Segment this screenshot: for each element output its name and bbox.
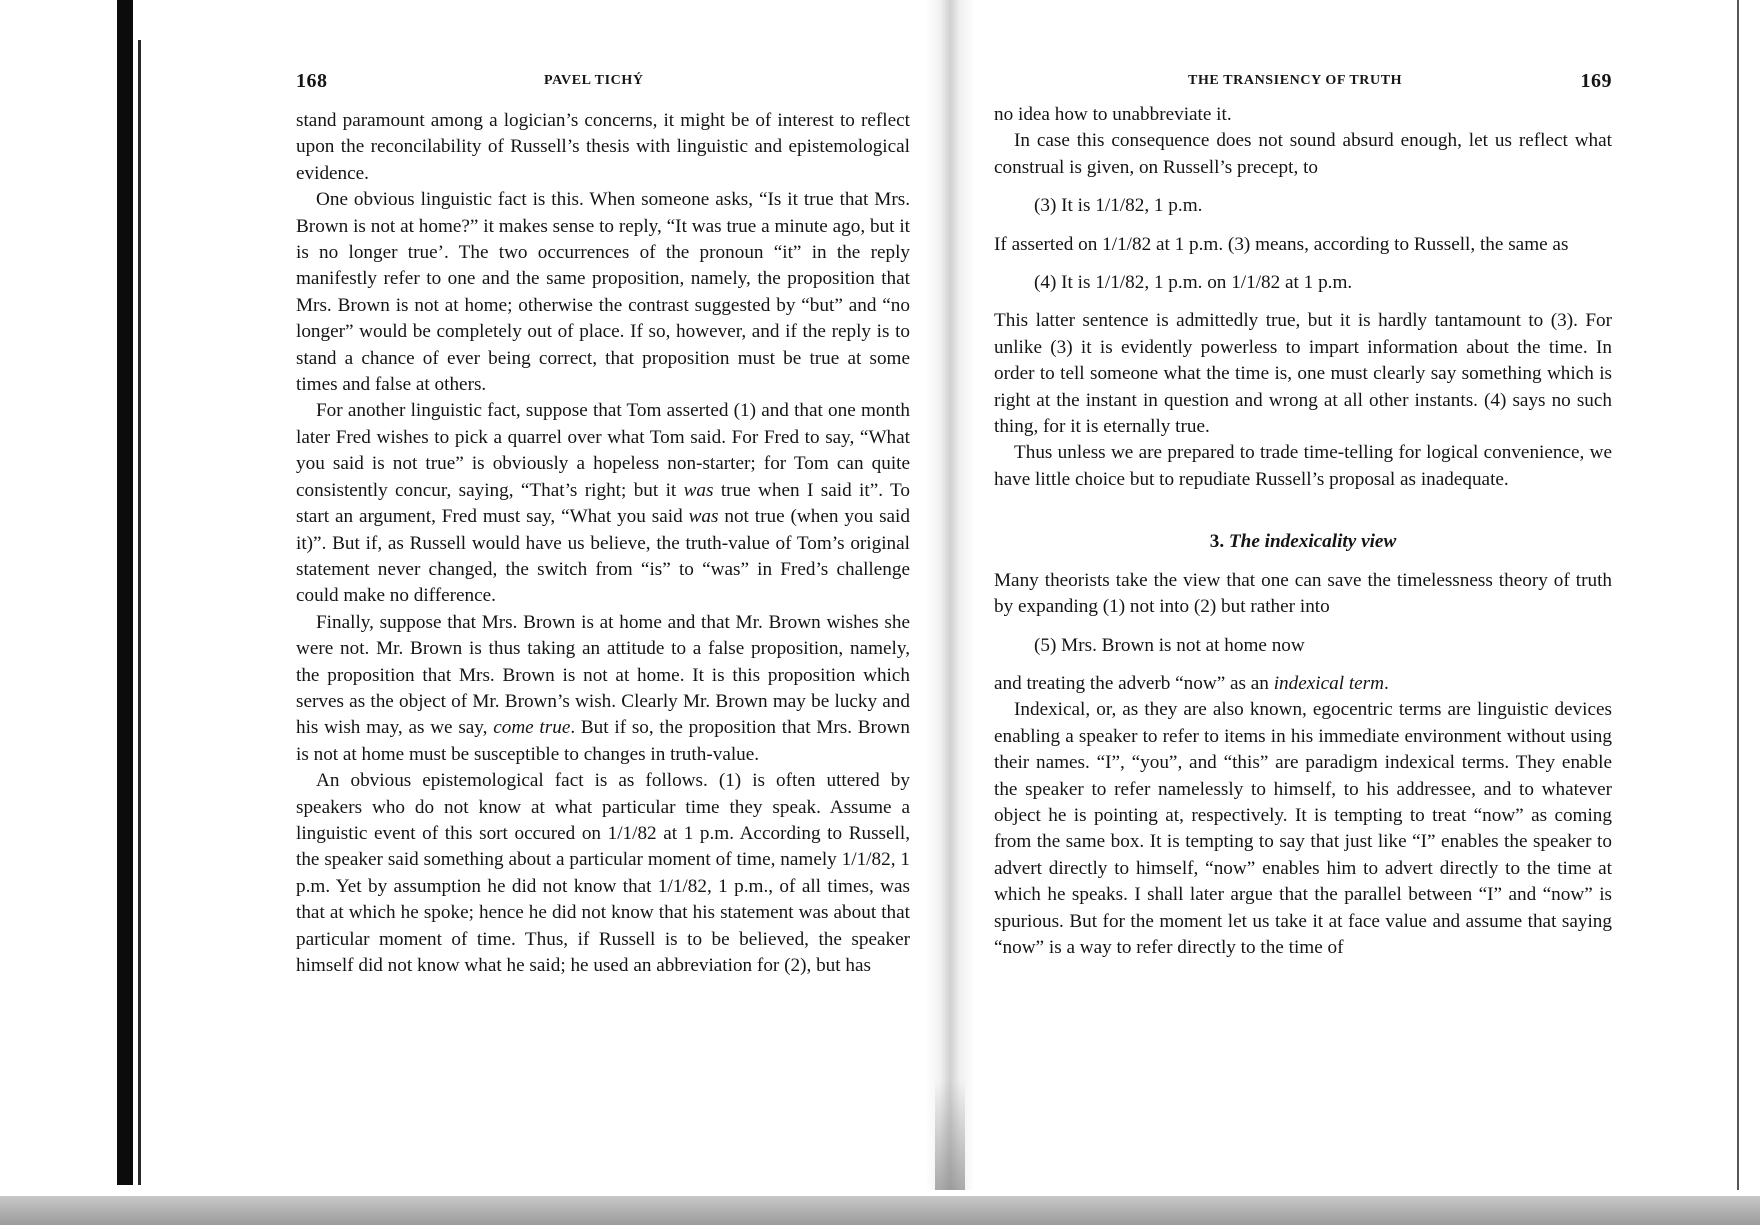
- body-paragraph: [296, 187, 910, 398]
- italic-text: was: [683, 479, 714, 501]
- body-paragraph: [994, 102, 1612, 128]
- book-gutter: [925, 0, 975, 1190]
- numbered-example: [1034, 270, 1612, 296]
- text-run: Indexical, or, as they are also known, egocentric terms are linguistic devices enabling a speaker to refer to items in his immediate environment without using their names. “I”, “you”, and “this” are paradigm indexical terms. They enable the speaker to refer namelessly to himself, to his addressee, and to whatever object he is pointing at, respectively. It is tempting to treat “now” as coming from the same box. It is tempting to say that just like “I” enables the speaker to advert directly to himself, “now” enables him to advert directly to the time at which he speaks. I shall later argue that the parallel between “I” and “now” is spurious. But for the moment let us take it at face value and assume that saying “now” is a way to refer directly to the time of: [994, 699, 1612, 958]
- body-paragraph: [994, 440, 1612, 493]
- text-run: .: [1384, 672, 1389, 694]
- text-run: and treating the adverb “now” as an: [994, 672, 1274, 694]
- text-run: An obvious epistemological fact is as follows. (1) is often uttered by speakers who do not know at what particular time they speak. Assume a linguistic event of this sort occured on 1/1/82 at 1 p.m. According to Russell, the speaker said something about a particular moment of time, namely 1/1/82, 1 p.m. Yet by assumption he did not know that 1/1/82, 1 p.m., of all times, was that at which he spoke; hence he did not know that his statement was about that particular moment of time. Thus, if Russell is to be believed, the speaker himself did not know what he said; he used an abbreviation for (2), but has: [296, 770, 910, 976]
- body-paragraph: [296, 768, 910, 979]
- italic-text: The indexicality view: [1228, 531, 1397, 553]
- body-paragraph: [994, 308, 1612, 440]
- text-run: This latter sentence is admittedly true, but it is hardly tantamount to (3). For unlike (3) it is evidently powerless to impart information about the time. In order to tell someone what the time is, one must clearly say something which is right at the instant in question and wrong at all other instants. (4) says no such thing, for it is eternally true.: [994, 310, 1612, 438]
- right-page-header: [994, 68, 1612, 96]
- text-run: (5) Mrs. Brown is not at home now: [1034, 634, 1305, 656]
- text-run: Finally, suppose that Mrs. Brown is at home and that Mr. Brown wishes she were not. Mr. Brown is thus taking an attitude to a false proposition, namely, the proposition that Mrs. Brown is not at home. It is this proposition which serves as the object of Mr. Brown’s wish. Clearly Mr. Brown may be lucky and his wish may, as we say,: [296, 611, 910, 739]
- page-number: 168: [296, 70, 328, 92]
- text-run: In case this consequence does not sound absurd enough, let us reflect what construal is given, on Russell’s precept, to: [994, 130, 1612, 178]
- left-page-body: [296, 108, 910, 979]
- body-paragraph: [994, 697, 1612, 961]
- body-paragraph: [994, 232, 1612, 258]
- text-run: stand paramount among a logician’s concerns, it might be of interest to reflect upon the reconcilability of Russell’s thesis with linguistic and epistemological evidence.: [296, 110, 910, 184]
- body-paragraph: [994, 671, 1612, 697]
- running-head: PAVEL TICHÝ: [544, 73, 644, 88]
- binding-shadow: [117, 0, 133, 1185]
- text-run: no idea how to unabbreviate it.: [994, 104, 1232, 125]
- text-run: One obvious linguistic fact is this. When someone asks, “Is it true that Mrs. Brown is not at home?” it makes sense to reply, “It was true a minute ago, but it is no longer true’. The two occurrences of the pronoun “it” in the reply manifestly refer to one and the same proposition, namely, the proposition that Mrs. Brown is not at home; otherwise the contrast suggested by “but” and “no longer” would be completely out of place. If so, however, and if the reply is to stand a chance of ever being correct, that proposition must be true at some times and false at others.: [296, 189, 910, 396]
- numbered-example: [1034, 633, 1612, 659]
- text-run: (3) It is 1/1/82, 1 p.m.: [1034, 195, 1203, 217]
- italic-text: come true: [493, 717, 571, 739]
- right-page-body: [994, 102, 1612, 961]
- text-run: Thus unless we are prepared to trade time-telling for logical convenience, we have little choice but to repudiate Russell’s proposal as inadequate.: [994, 442, 1612, 490]
- text-run: not true (when you said it)”. But if, as Russell would have us believe, the truth-value of Tom’s original statement never changed, the switch from “is” to “was” in Fred’s challenge could make no difference.: [296, 506, 910, 607]
- body-paragraph: [994, 568, 1612, 621]
- gutter-shadow: [935, 1080, 965, 1190]
- left-page-header: [296, 68, 910, 96]
- text-run: For another linguistic fact, suppose that Tom asserted (1) and that one month later Fred wishes to pick a quarrel over what Tom said. For Fred to say, “What you said is not true” is obviously a hopeless non-starter; for Tom can quite consistently concur, saying, “That’s right; but it: [296, 400, 910, 501]
- body-paragraph: [994, 128, 1612, 181]
- body-paragraph: [296, 610, 910, 768]
- text-run: . But if so, the proposition that Mrs. Brown is not at home must be susceptible to changes in truth-value.: [296, 717, 910, 765]
- text-run: (4) It is 1/1/82, 1 p.m. on 1/1/82 at 1 p.m.: [1034, 272, 1353, 294]
- binding-shadow-inner: [138, 40, 141, 1185]
- text-run: If asserted on 1/1/82 at 1 p.m. (3) means, according to Russell, the same as: [994, 233, 1569, 255]
- scanner-bed: [0, 1196, 1760, 1225]
- page-number: 169: [1580, 70, 1612, 92]
- text-run: true when I said it”. To start an argument, Fred must say, “What you said: [296, 479, 911, 528]
- text-run: Many theorists take the view that one can save the timelessness theory of truth by expanding (1) not into (2) but rather into: [994, 569, 1612, 618]
- text-run: 3.: [1209, 531, 1229, 553]
- italic-text: was: [688, 506, 719, 528]
- body-paragraph: [296, 398, 910, 609]
- numbered-example: [1034, 193, 1612, 219]
- italic-text: indexical term: [1273, 672, 1384, 694]
- body-paragraph: [296, 108, 910, 187]
- section-heading: [994, 529, 1612, 555]
- page-edge: [1737, 0, 1739, 1190]
- running-head: THE TRANSIENCY OF TRUTH: [1188, 73, 1403, 88]
